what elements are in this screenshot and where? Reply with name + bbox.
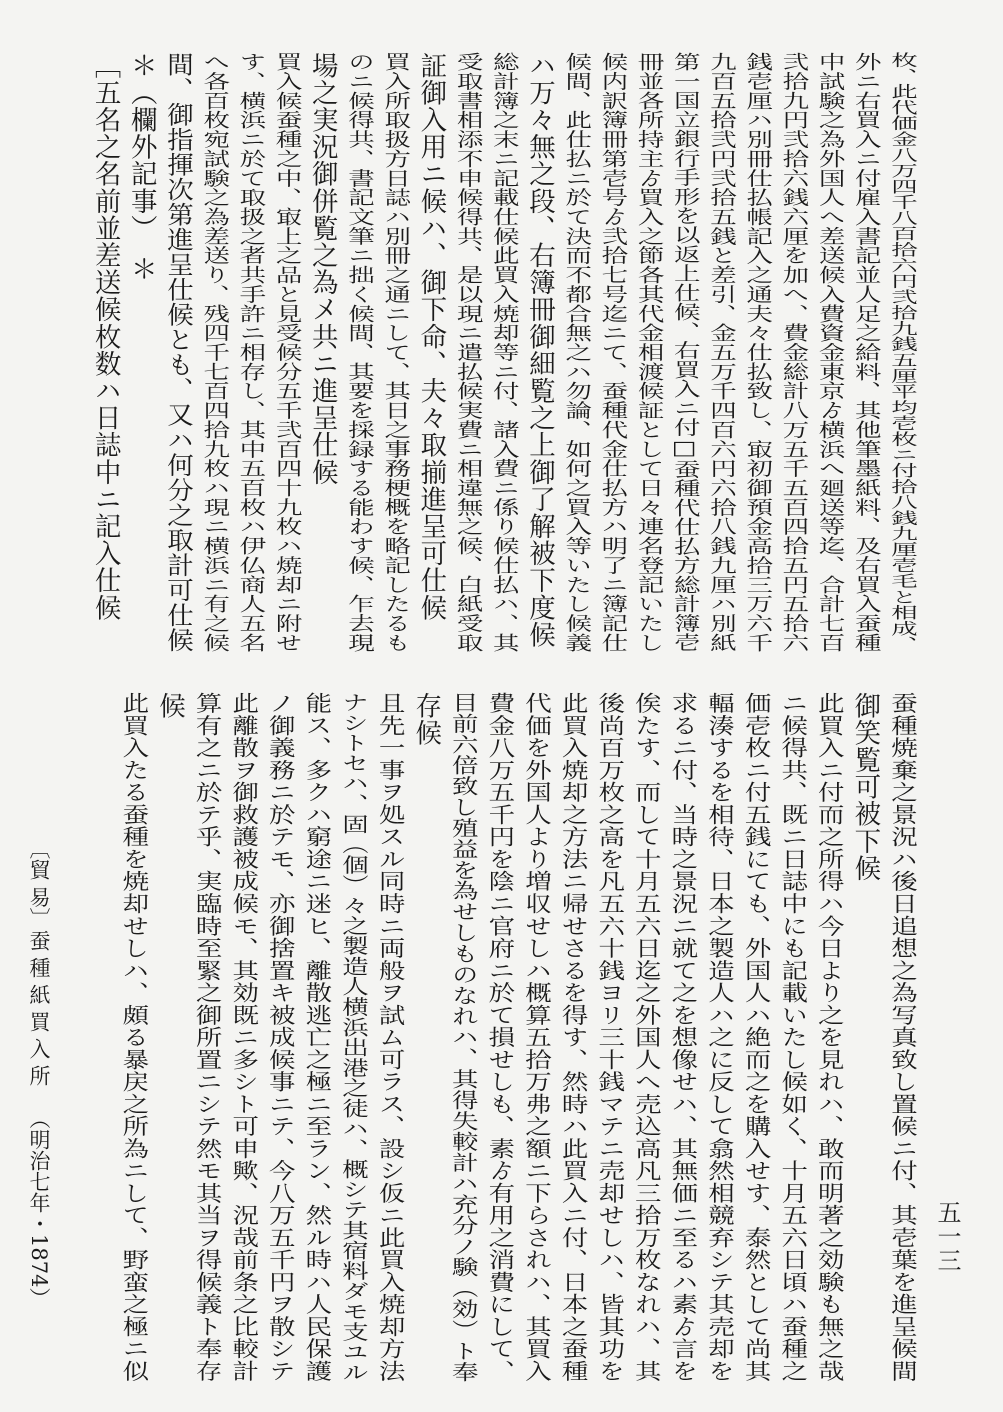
- top_columns-line: 銭壱厘ハ別冊仕払帳記入之通夫々仕払致し、㝡初御預金高拾三万六千: [741, 52, 773, 653]
- bottom_columns-line: 候: [154, 692, 185, 720]
- bottom_columns-line: ナシトセハ、固（個）々之製造人横浜出港之徒ハ、概シテ其宿料ダモ支ユル: [337, 692, 368, 1383]
- bottom_columns-line: 此離散ヲ御救護被成候モ、其効既ニ多シト可申歟、況哉前条之比較計: [227, 692, 259, 1383]
- top_columns-line: 弐拾九円弐拾六銭六厘を加へ、費金総計八万五千五百四拾五円五拾六: [777, 52, 809, 653]
- bottom_columns-line: 能ス、多クハ窮途ニ迷ヒ、離散逃亡之極ニ至ラン、然ル時ハ人民保護: [300, 692, 332, 1383]
- top_columns-line: へ各百枚宛試験之為差送り、残四千七百四拾九枚ハ現ニ横浜ニ有之候: [198, 52, 230, 653]
- top_columns-line: 枚、此代価金八万四千八百拾六円弐拾九銭五厘平均壱枚ニ付拾八銭九厘壱毛と相成、: [886, 52, 917, 652]
- running-header-section: 〔貿 易〕: [27, 838, 51, 929]
- bottom_columns-line: 御笑覧可被下候: [849, 692, 881, 882]
- top_columns-line: 冊並各所持主ゟ買入之節各其代金相渡候証として日々連名登記いたし: [632, 52, 664, 653]
- top_columns-line: 証御入用ニ候ハ、御下命、夫々取揃進呈可仕候: [415, 52, 447, 622]
- top_columns-line: 第一国立銀行手形を以返上仕候、右買入ニ付□蚕種代仕払方総計簿壱: [668, 52, 700, 652]
- top_columns-line: 九百五拾弐円弐拾五銭と差引、金五万千四百六円六拾八銭九厘ハ別紙: [705, 52, 736, 653]
- bottom_columns-line: 代価を外国人より増収せしハ概算五拾万弗之額ニ下らされハ、其買入: [520, 692, 551, 1383]
- top_columns-line: のニ候得共、書記文筆ニ拙く候間、其要を採録する能わす候、乍去現: [343, 52, 374, 653]
- top_columns-line: 間、御指揮次第進呈仕候とも、又ハ何分之取計可仕候: [162, 52, 193, 653]
- top_columns-line: ［五名之名前並差送候枚数ハ日誌中ニ記入仕候: [89, 52, 121, 622]
- bottom_columns-line: ノ御義務ニ於テモ、亦御捨置キ被成候事ニテ、今八万五千円ヲ散シテ: [263, 692, 295, 1383]
- bottom_columns-line: 俟たす、而して十月五六日迄之外国人へ売込高凡三拾万枚なれハ、其: [629, 692, 661, 1383]
- bottom_columns-line: 輻湊するを相待、日本之製造人ハ之に反して翕然相競弃シテ其売却を: [703, 692, 734, 1383]
- top_columns-line: 中試験之為外国人へ差送候入費資金東京ゟ横浜へ廻送等迄、合計七百: [813, 52, 845, 653]
- running-header-era: （明治七年・1874）: [27, 1108, 51, 1309]
- top_columns-line: 場之実況御併覧之為メ共ニ進呈仕候: [306, 52, 338, 486]
- bottom_columns-line: 此買入ニ付而之所得ハ今日より之を見れハ、敢而明著之効験も無之哉: [812, 692, 844, 1383]
- top_columns-line: 受取書相添不申候得共、是以現ニ遣払候実費ニ相違無之候、白紙受取: [451, 52, 483, 653]
- bottom_columns-line: 後尚百万枚之高を凡五六十銭ヨリ三十銭マテニ売却せしハ、皆其功を: [593, 692, 625, 1383]
- bottom_columns-line: 蚕種焼棄之景況ハ後日追想之為写真致し置候ニ付、其壱葉を進呈候間: [886, 692, 917, 1383]
- page-number: 五一三: [933, 1200, 961, 1272]
- bottom_columns-line: 存候: [410, 692, 442, 747]
- bottom_columns-line: 求るニ付、当時之景況ニ就て之を想像せハ、其無価ニ至るハ素ゟ言を: [666, 692, 698, 1383]
- top_columns-line: 外ニ右買入ニ付雇入書記並人足之給料、其他筆墨紙料、及右買入蚕種: [849, 52, 881, 653]
- top_columns-line: 買入所取扱方日誌ハ別冊之通ニして、其日之事務梗概を略記したるも: [379, 52, 411, 653]
- running-header-title: 蚕種紙買入所: [27, 930, 51, 1092]
- top_columns-line: す、横浜ニ於て取扱之者共手許ニ相存し、其中五百枚ハ伊仏商人五名: [234, 52, 266, 653]
- bottom_columns-line: 価壱枚ニ付五銭にても、外国人ハ絶而之を購入せす、泰然として尚其: [739, 692, 771, 1383]
- bottom_columns-line: 目前六倍致し殖益を為せしものなれハ、其得失較計ハ充分ノ験（効）ト奉: [446, 692, 478, 1383]
- bottom_columns-line: 費金八万五千円を陰ニ官府ニ於て損せしも、素ゟ有用之消費にして、: [483, 692, 515, 1383]
- top_columns-line: 買入候蚕種之中、㝡上之品と見受候分五千弐百四十九枚ハ焼却ニ附せ: [270, 52, 302, 653]
- bottom_columns-line: ニ候得共、既ニ日誌中にも記載いたし候如く、十月五六日頃ハ蚕種之: [776, 692, 808, 1383]
- top_columns-line: ハ万々無之段、右簿冊御細覧之上御了解被下度候: [524, 52, 555, 649]
- top_columns-line: ＊（欄外記事） ＊: [125, 52, 157, 283]
- bottom_columns-line: 算有之ニ於テ乎、実臨時至緊之御所置ニシテ然モ其当ヲ得候義ト奉存: [190, 692, 222, 1383]
- top_columns-line: 候内訳簿冊第壱号ゟ弐拾七号迄ニて、蚕種代金仕払方ハ明了ニ簿記仕: [596, 52, 628, 653]
- top_columns-line: 総計簿之末ニ記載仕候此買入焼却等ニ付、諸入費ニ係り候仕払ハ、其: [487, 52, 519, 653]
- bottom_columns-line: 且先一事ヲ処スル同時ニ両般ヲ試ム可ラス、設シ仮ニ此買入焼却方法: [373, 692, 405, 1383]
- top_columns-line: 候間、此仕払ニ於て決而不都合無之ハ勿論、如何之買入等いたし候義: [560, 52, 592, 653]
- bottom_columns-line: 此買入焼却之方法ニ帰せさるを得す、然時ハ此買入ニ付、日本之蚕種: [556, 692, 588, 1383]
- bottom_columns-line: 此買入たる蚕種を焼却せしハ、頗る暴戻之所為ニして、野蛮之極ニ似: [117, 692, 149, 1383]
